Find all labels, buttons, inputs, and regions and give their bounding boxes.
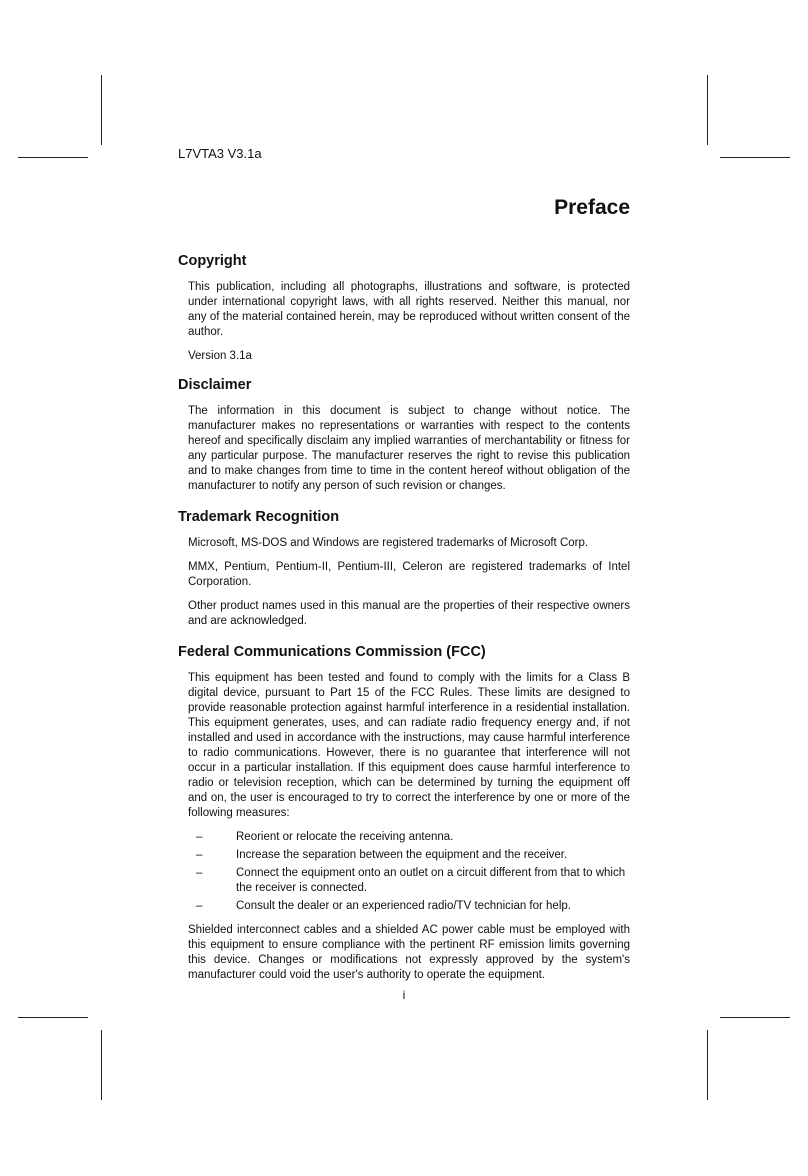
list-item: [188, 899, 630, 914]
trademark-heading: Trademark Recognition: [178, 509, 340, 525]
fcc-heading: Federal Communications Commission (FCC): [178, 644, 486, 660]
page-content: [178, 252, 630, 997]
copyright-heading: Copyright: [178, 253, 247, 269]
crop-mark-bottom-right-vertical: [707, 1030, 708, 1100]
dash-bullet: –: [196, 831, 203, 843]
crop-mark-bottom-left-vertical: [101, 1030, 102, 1100]
fcc-body: This equipment has been tested and found to comply with the limits for a Class B digital device, pursuant to Part 15 of the FCC Rules. These limits are designed to provide reasonable protection against harmful interference in a residential installation. This equipment generates, uses, and can radiate radio frequency energy and, if not installed and used in accordance with the instructions, may cause harmful interference to radio communications. However, there is no guarantee that interference will not occur in a particular installation. If this equipment does cause harmful interference to radio or television reception, which can be determined by turning the equipment off and on, the user is encouraged to try to correct the interference by one or more of the following measures:: [188, 672, 630, 819]
disclaimer-heading: Disclaimer: [178, 377, 252, 393]
crop-mark-top-right-horizontal: [720, 157, 790, 158]
trademark-paragraph-3: Other product names used in this manual are the properties of their respective owners and are acknowledged.: [188, 600, 630, 627]
list-item-text: Reorient or relocate the receiving antenna.: [236, 831, 454, 843]
trademark-paragraph-2: MMX, Pentium, Pentium-II, Pentium-III, Celeron are registered trademarks of Intel Corporation.: [188, 561, 630, 588]
fcc-closing: Shielded interconnect cables and a shielded AC power cable must be employed with this equipment to ensure compliance with the pertinent RF emission limits governing this device. Changes or modifications not expressly approved by the system's manufacturer could void the user's authority to operate the equipment.: [188, 924, 630, 981]
trademark-section: [178, 508, 630, 629]
dash-bullet: –: [196, 900, 203, 912]
disclaimer-section: [178, 376, 630, 494]
dash-bullet: –: [196, 867, 203, 879]
list-item-text: Consult the dealer or an experienced radio/TV technician for help.: [236, 900, 571, 912]
version-text: Version 3.1a: [188, 350, 252, 362]
list-item-text: Connect the equipment onto an outlet on a circuit different from that to which the receiver is connected.: [236, 867, 626, 894]
list-item: [188, 848, 630, 863]
crop-mark-bottom-left-horizontal: [18, 1017, 88, 1018]
copyright-body: This publication, including all photographs, illustrations and software, is protected under international copyright laws, with all rights reserved. Neither this manual, nor any of the material contained herein, may be reproduced without written consent of the author.: [188, 281, 630, 338]
running-header: L7VTA3 V3.1a: [178, 146, 262, 161]
list-item: [188, 830, 630, 845]
crop-mark-top-left-horizontal: [18, 157, 88, 158]
fcc-measures-list: [188, 830, 630, 914]
copyright-section: [178, 252, 630, 364]
crop-mark-bottom-right-horizontal: [720, 1017, 790, 1018]
crop-mark-top-left-vertical: [101, 75, 102, 145]
dash-bullet: –: [196, 849, 203, 861]
trademark-paragraph-1: Microsoft, MS-DOS and Windows are registered trademarks of Microsoft Corp.: [188, 537, 589, 549]
crop-mark-top-right-vertical: [707, 75, 708, 145]
list-item: [188, 866, 630, 896]
page-number: i: [402, 988, 406, 1002]
list-item-text: Increase the separation between the equipment and the receiver.: [236, 849, 568, 861]
page-title: Preface: [554, 196, 630, 219]
fcc-section: [178, 643, 630, 983]
disclaimer-body: The information in this document is subject to change without notice. The manufacturer makes no representations or warranties with respect to the contents hereof and specifically disclaim any implied warranties of merchantability or fitness for any particular purpose. The manufacturer reserves the right to revise this publication and to make changes from time to time in the content hereof without obligation of the manufacturer to notify any person of such revision or changes.: [188, 405, 630, 492]
